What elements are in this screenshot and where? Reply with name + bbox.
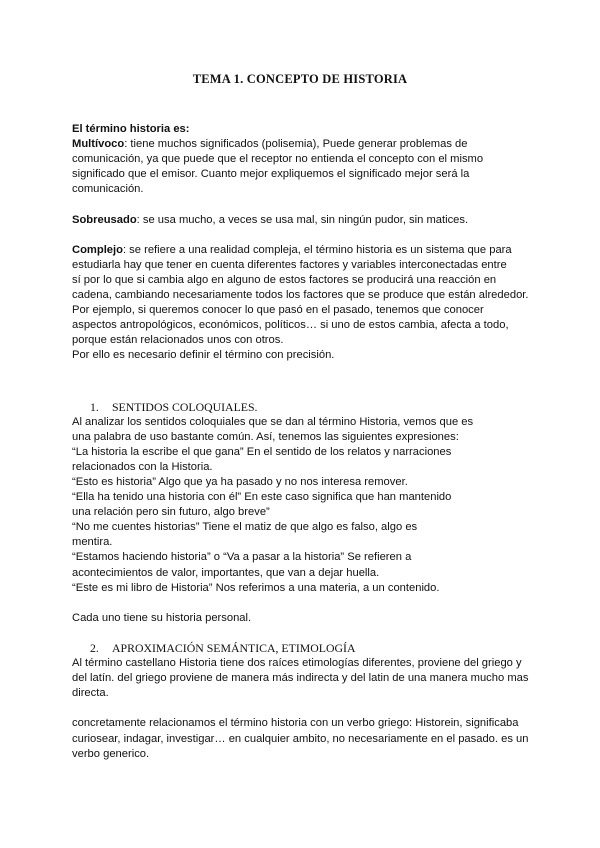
spacer [72, 596, 532, 611]
section2-line-6: verbo generico. [72, 747, 150, 760]
section1-line-10: “Estamos haciendo historia” o “Va a pasar a la historia” Se refieren a [72, 551, 412, 564]
multivoco-term: Multívoco [72, 138, 125, 151]
section1-line-9: mentira. [72, 536, 113, 549]
section1-line-8: “No me cuentes historias” Tiene el matiz de que algo es falso, algo es [72, 521, 418, 534]
section2-line-1: Al término castellano Historia tiene dos raíces etimologías diferentes, proviene del griego y [72, 657, 522, 670]
multivoco-line-2: comunicación, ya que puede que el receptor no entienda el concepto con el mismo [72, 153, 484, 166]
complejo-line-2: estudiarla hay que tener en cuenta diferentes factores y variables interconectadas entre [72, 258, 507, 271]
section1-line-3: “La historia la escribe el que gana” En el sentido de los relatos y narraciones [72, 445, 452, 458]
document-title: TEMA 1. CONCEPTO DE HISTORIA [192, 72, 408, 86]
section2-line-5: curiosear, indagar, investigar… en cualquier ambito, no necesariamente en el pasado. es un [72, 732, 529, 745]
complejo-line-5: Por ejemplo, si queremos conocer lo que pasó en el pasado, tenemos que conocer [72, 304, 484, 317]
complejo-term: Complejo [72, 243, 123, 256]
section1-line-12: “Este es mi libro de Historia” Nos referimos a una materia, a un contenido. [72, 581, 440, 594]
multivoco-line-3: significado que el emisor. Cuanto mejor expliquemos el significado mejor será la [72, 168, 470, 181]
spacer [72, 701, 532, 716]
section1-line-6: “Ella ha tenido una historia con él” En este caso significa que han mantenido [72, 491, 452, 504]
section1-line-7: una relación pero sin futuro, algo breve” [72, 506, 270, 519]
section1-line-1: Al analizar los sentidos coloquiales que se dan al término Historia, vemos que es [72, 415, 474, 428]
complejo-line-7: porque están relacionados unos con otros. [72, 334, 284, 347]
multivoco-line-4: comunicación. [72, 183, 144, 196]
section1-line-11: acontecimientos de valor, importantes, que van a dejar huella. [72, 566, 380, 579]
section1-closing: Cada uno tiene su historia personal. [72, 611, 252, 624]
complejo-line-8: Por ello es necesario definir el término con precisión. [72, 349, 335, 362]
spacer [72, 228, 532, 243]
spacer [72, 626, 532, 641]
complejo-line-3: sí por lo que si cambia algo en alguno de estos factores se producirá una reacción en [72, 273, 497, 286]
multivoco-line-1: Multívoco: tiene muchos significados (polisemia), Puede generar problemas de [72, 138, 468, 151]
section1-line-5: “Esto es historia” Algo que ya ha pasado y no nos interesa remover. [72, 475, 408, 488]
spacer [72, 364, 532, 400]
section1-heading: 1. SENTIDOS COLOQUIALES. [90, 399, 258, 414]
complejo-line-6: aspectos antropológicos, económicos, políticos… si uno de estos cambia, afecta a todo, [72, 319, 509, 332]
section1-line-4: relacionados con la Historia. [72, 460, 213, 473]
section2-line-3: directa. [72, 687, 109, 700]
section2-line-2: del latín. del griego proviene de manera más indirecta y del latin de una manera mucho mas [72, 672, 529, 685]
section2-heading: 2. APROXIMACIÓN SEMÁNTICA, ETIMOLOGÍA [90, 641, 356, 655]
complejo-line-1: Complejo: se refiere a una realidad compleja, el término historia es un sistema que para [72, 243, 512, 256]
spacer [72, 197, 532, 212]
section2-line-4: concretamente relacionamos el término historia con un verbo griego: Historein, significaba [72, 717, 519, 730]
section1-line-2: una palabra de uso bastante común. Así, tenemos las siguientes expresiones: [72, 430, 459, 443]
sobreusado-term: Sobreusado [72, 213, 137, 226]
document-body [72, 122, 532, 762]
intro-heading: El término historia es: [72, 123, 190, 135]
complejo-line-4: cadena, cambiando necesariamente todos los factores que se produce que están alrededor. [72, 289, 529, 302]
sobreusado-line: Sobreusado: se usa mucho, a veces se usa mal, sin ningún pudor, sin matices. [72, 213, 469, 226]
